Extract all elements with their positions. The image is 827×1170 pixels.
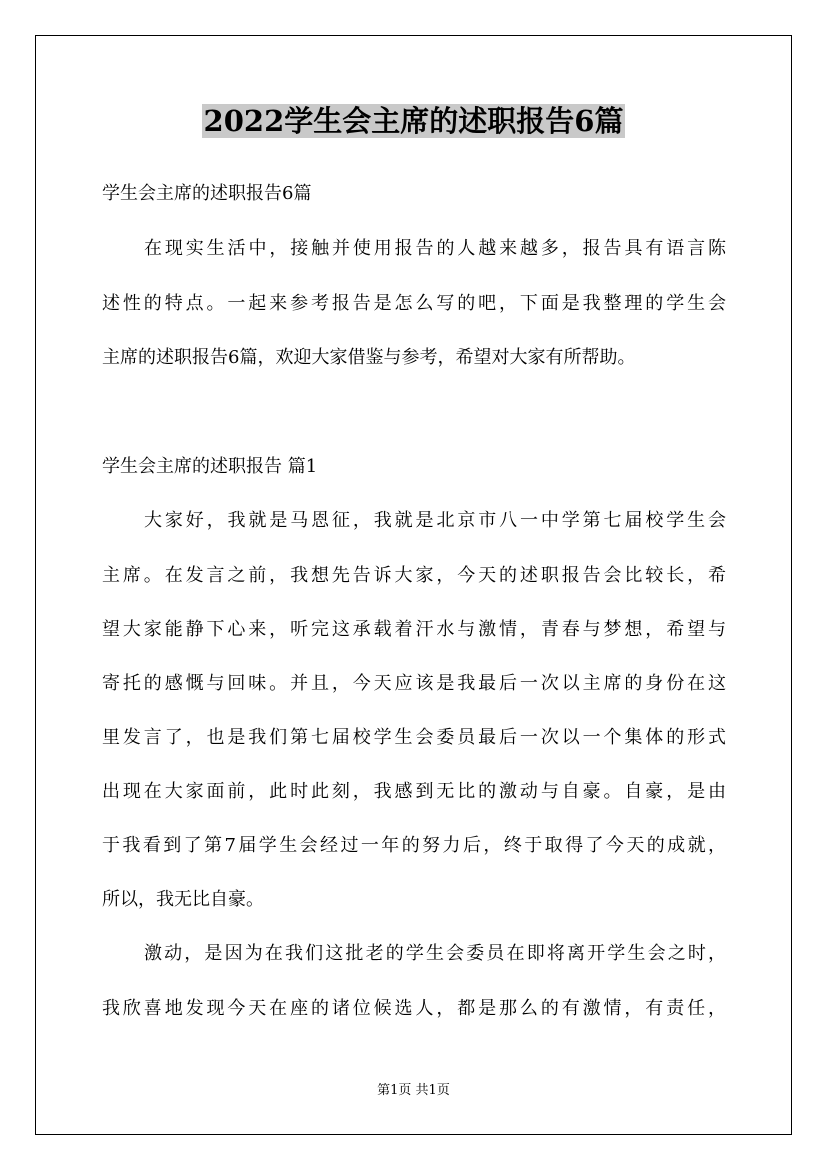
paragraph-line: 出现在大家面前，此时此刻，我感到无比的激动与自豪。自豪，是由 (102, 781, 726, 802)
document-title (0, 100, 827, 142)
paragraph-line: 大家好，我就是马恩征，我就是北京市八一中学第七届校学生会 (144, 510, 726, 531)
paragraph-line: 里发言了，也是我们第七届校学生会委员最后一次以一个集体的形式 (102, 727, 726, 748)
paragraph-line: 于我看到了第7届学生会经过一年的努力后，终于取得了今天的成就， (102, 835, 726, 856)
document-subtitle: 学生会主席的述职报告6篇 (102, 183, 312, 204)
paragraph-line: 我欣喜地发现今天在座的诸位候选人，都是那么的有激情，有责任， (102, 998, 726, 1019)
intro-line: 在现实生活中，接触并使用报告的人越来越多，报告具有语言陈 (144, 238, 726, 259)
paragraph-line: 激动，是因为在我们这批老的学生会委员在即将离开学生会之时， (144, 943, 726, 964)
paragraph-line: 寄托的感慨与回味。并且，今天应该是我最后一次以主席的身份在这 (102, 673, 726, 694)
section-heading: 学生会主席的述职报告 篇1 (102, 456, 318, 477)
paragraph-line: 主席。在发言之前，我想先告诉大家，今天的述职报告会比较长，希 (102, 565, 726, 586)
paragraph-line: 所以，我无比自豪。 (102, 889, 264, 910)
intro-line: 主席的述职报告6篇，欢迎大家借鉴与参考，希望对大家有所帮助。 (102, 347, 636, 368)
paragraph-line: 望大家能静下心来，听完这承载着汗水与激情，青春与梦想，希望与 (102, 619, 726, 640)
document-title-text: 2022学生会主席的述职报告6篇 (203, 104, 624, 138)
intro-line: 述性的特点。一起来参考报告是怎么写的吧，下面是我整理的学生会 (102, 293, 726, 314)
page-number: 第1页 共1页 (377, 1083, 450, 1098)
